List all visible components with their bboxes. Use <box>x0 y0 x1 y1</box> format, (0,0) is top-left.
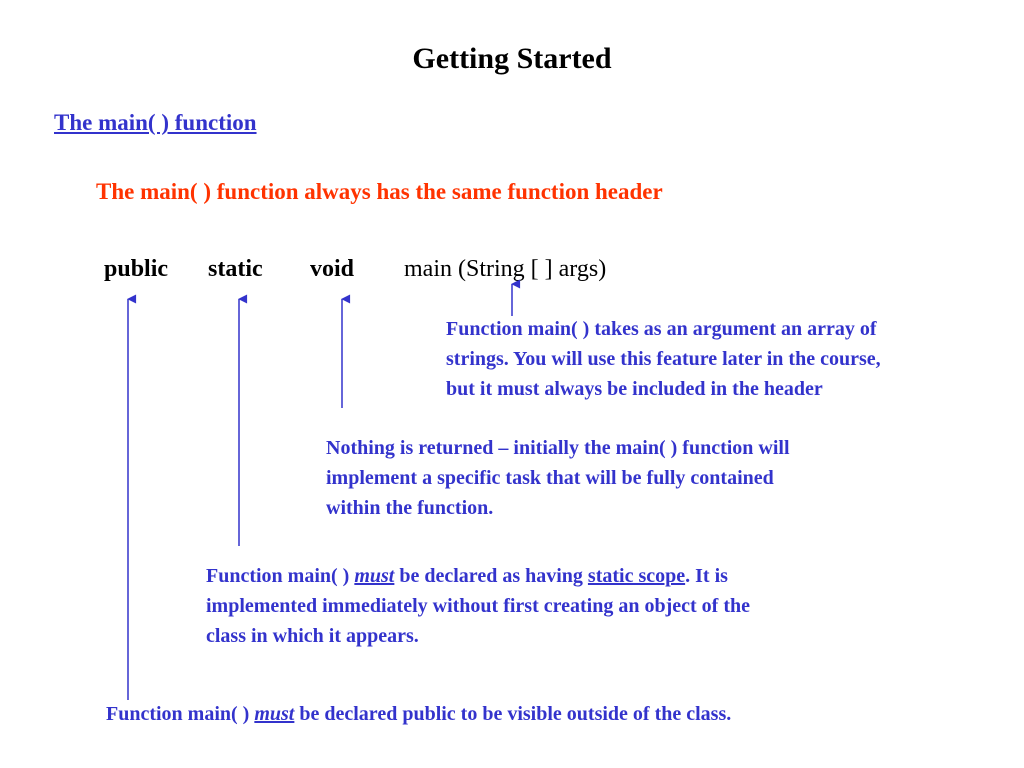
emphasis-must: must <box>254 703 295 725</box>
note-void-line: implement a specific task that will be fully contained <box>326 467 774 489</box>
section-heading: The main( ) function <box>54 110 257 135</box>
note-static-line <box>206 561 750 591</box>
note-public-pre: Function main( ) <box>106 703 255 725</box>
emphasis-static-scope: static scope <box>587 565 686 587</box>
keyword-void: void <box>310 256 355 282</box>
note-public-post: be declared public to be visible outside of the class. <box>294 703 732 725</box>
note-args-line: but it must always be included in the header <box>446 378 823 400</box>
tagline: The main( ) function always has the same function header <box>96 179 663 204</box>
note-void <box>326 433 790 523</box>
note-static-post: . It is <box>685 565 728 587</box>
note-static-mid: be declared as having <box>394 565 588 587</box>
note-static <box>206 561 750 651</box>
emphasis-must: must <box>354 565 395 587</box>
note-args-line: strings. You will use this feature later in the course, <box>446 348 881 370</box>
keyword-public: public <box>104 256 169 282</box>
slide-title: Getting Started <box>412 42 612 75</box>
note-static-pre: Function main( ) <box>206 565 355 587</box>
note-args <box>446 314 881 404</box>
keyword-static: static <box>208 256 263 282</box>
signature-rest: main (String [ ] args) <box>404 256 607 282</box>
note-void-line: within the function. <box>326 497 494 519</box>
note-static-line: class in which it appears. <box>206 625 419 647</box>
note-public <box>106 699 731 729</box>
note-void-line: Nothing is returned – initially the main( ) function will <box>326 437 790 459</box>
note-static-line: implemented immediately without first creating an object of the <box>206 595 750 617</box>
note-args-line: Function main( ) takes as an argument an array of <box>446 318 877 340</box>
